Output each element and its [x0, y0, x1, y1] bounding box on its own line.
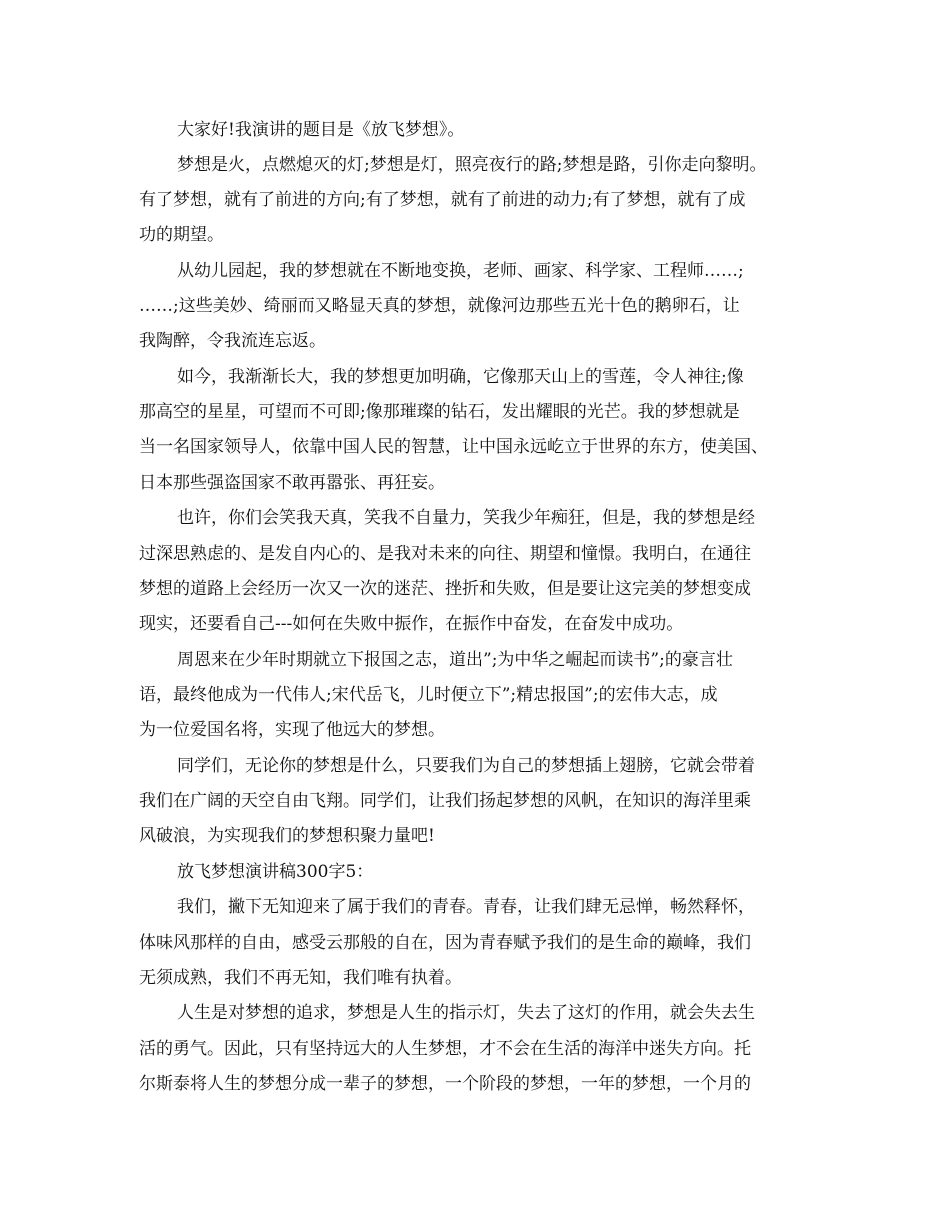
text-line: 现实，还要看自己---如何在失败中振作，在振作中奋发，在奋发中成功。 — [139, 614, 684, 634]
text-line: 那高空的星星，可望而不可即;像那璀璨的钻石，发出耀眼的光芒。我的梦想就是 — [139, 402, 740, 422]
text-line: 我们，撇下无知迎来了属于我们的青春。青春，让我们肆无忌惮，畅然释怀， — [177, 897, 755, 917]
text-line: 为一位爱国名将，实现了他远大的梦想。 — [139, 720, 445, 740]
text-line: 大家好!我演讲的题目是《放飞梦想》。 — [177, 120, 465, 140]
text-line: 活的勇气。因此，只有坚持远大的人生梦想，才不会在生活的海洋中迷失方向。托 — [139, 1039, 751, 1059]
text-line: 同学们，无论你的梦想是什么，只要我们为自己的梦想插上翅膀，它就会带着 — [177, 756, 755, 776]
text-line: 也许，你们会笑我天真，笑我不自量力，笑我少年痴狂，但是，我的梦想是经 — [177, 508, 755, 528]
text-line: 周恩来在少年时期就立下报国之志，道出”;为中华之崛起而读书”;的豪言壮 — [177, 650, 733, 670]
text-line: 日本那些强盗国家不敢再嚣张、再狂妄。 — [139, 473, 445, 493]
text-line: 过深思熟虑的、是发自内心的、是我对未来的向往、期望和憧憬。我明白，在通往 — [139, 544, 751, 564]
text-line: 语，最终他成为一代伟人;宋代岳飞，儿时便立下”;精忠报国”;的宏伟大志，成 — [139, 685, 718, 705]
text-line: 放飞梦想演讲稿300字5： — [177, 862, 374, 882]
text-line: 梦想是火，点燃熄灭的灯;梦想是灯，照亮夜行的路;梦想是路，引你走向黎明。 — [177, 155, 767, 175]
text-line: 无须成熟，我们不再无知，我们唯有执着。 — [139, 968, 462, 988]
text-line: 当一名国家领导人，依靠中国人民的智慧，让中国永远屹立于世界的东方，使美国、 — [139, 437, 768, 457]
text-line: 我陶醉，令我流连忘返。 — [139, 331, 326, 351]
text-line: 功的期望。 — [139, 225, 224, 245]
text-line: 风破浪，为实现我们的梦想积聚力量吧! — [139, 826, 435, 846]
text-line: 如今，我渐渐长大，我的梦想更加明确，它像那天山上的雪莲，令人神往;像 — [177, 367, 744, 387]
text-line: 从幼儿园起，我的梦想就在不断地变换，老师、画家、科学家、工程师……; — [177, 261, 744, 281]
text-line: 我们在广阔的天空自由飞翔。同学们，让我们扬起梦想的风帆，在知识的海洋里乘 — [139, 791, 751, 811]
text-line: 尔斯泰将人生的梦想分成一辈子的梦想，一个阶段的梦想，一年的梦想，一个月的 — [139, 1074, 751, 1094]
text-line: 有了梦想，就有了前进的方向;有了梦想，就有了前进的动力;有了梦想，就有了成 — [139, 190, 746, 210]
text-line: ……;这些美妙、绮丽而又略显天真的梦想，就像河边那些五光十色的鹅卵石，让 — [139, 296, 740, 316]
text-line: 梦想的道路上会经历一次又一次的迷茫、挫折和失败，但是要让这完美的梦想变成 — [139, 579, 751, 599]
text-line: 体味风那样的自由，感受云那般的自在，因为青春赋予我们的是生命的巅峰，我们 — [139, 933, 751, 953]
text-line: 人生是对梦想的追求，梦想是人生的指示灯，失去了这灯的作用，就会失去生 — [177, 1003, 755, 1023]
